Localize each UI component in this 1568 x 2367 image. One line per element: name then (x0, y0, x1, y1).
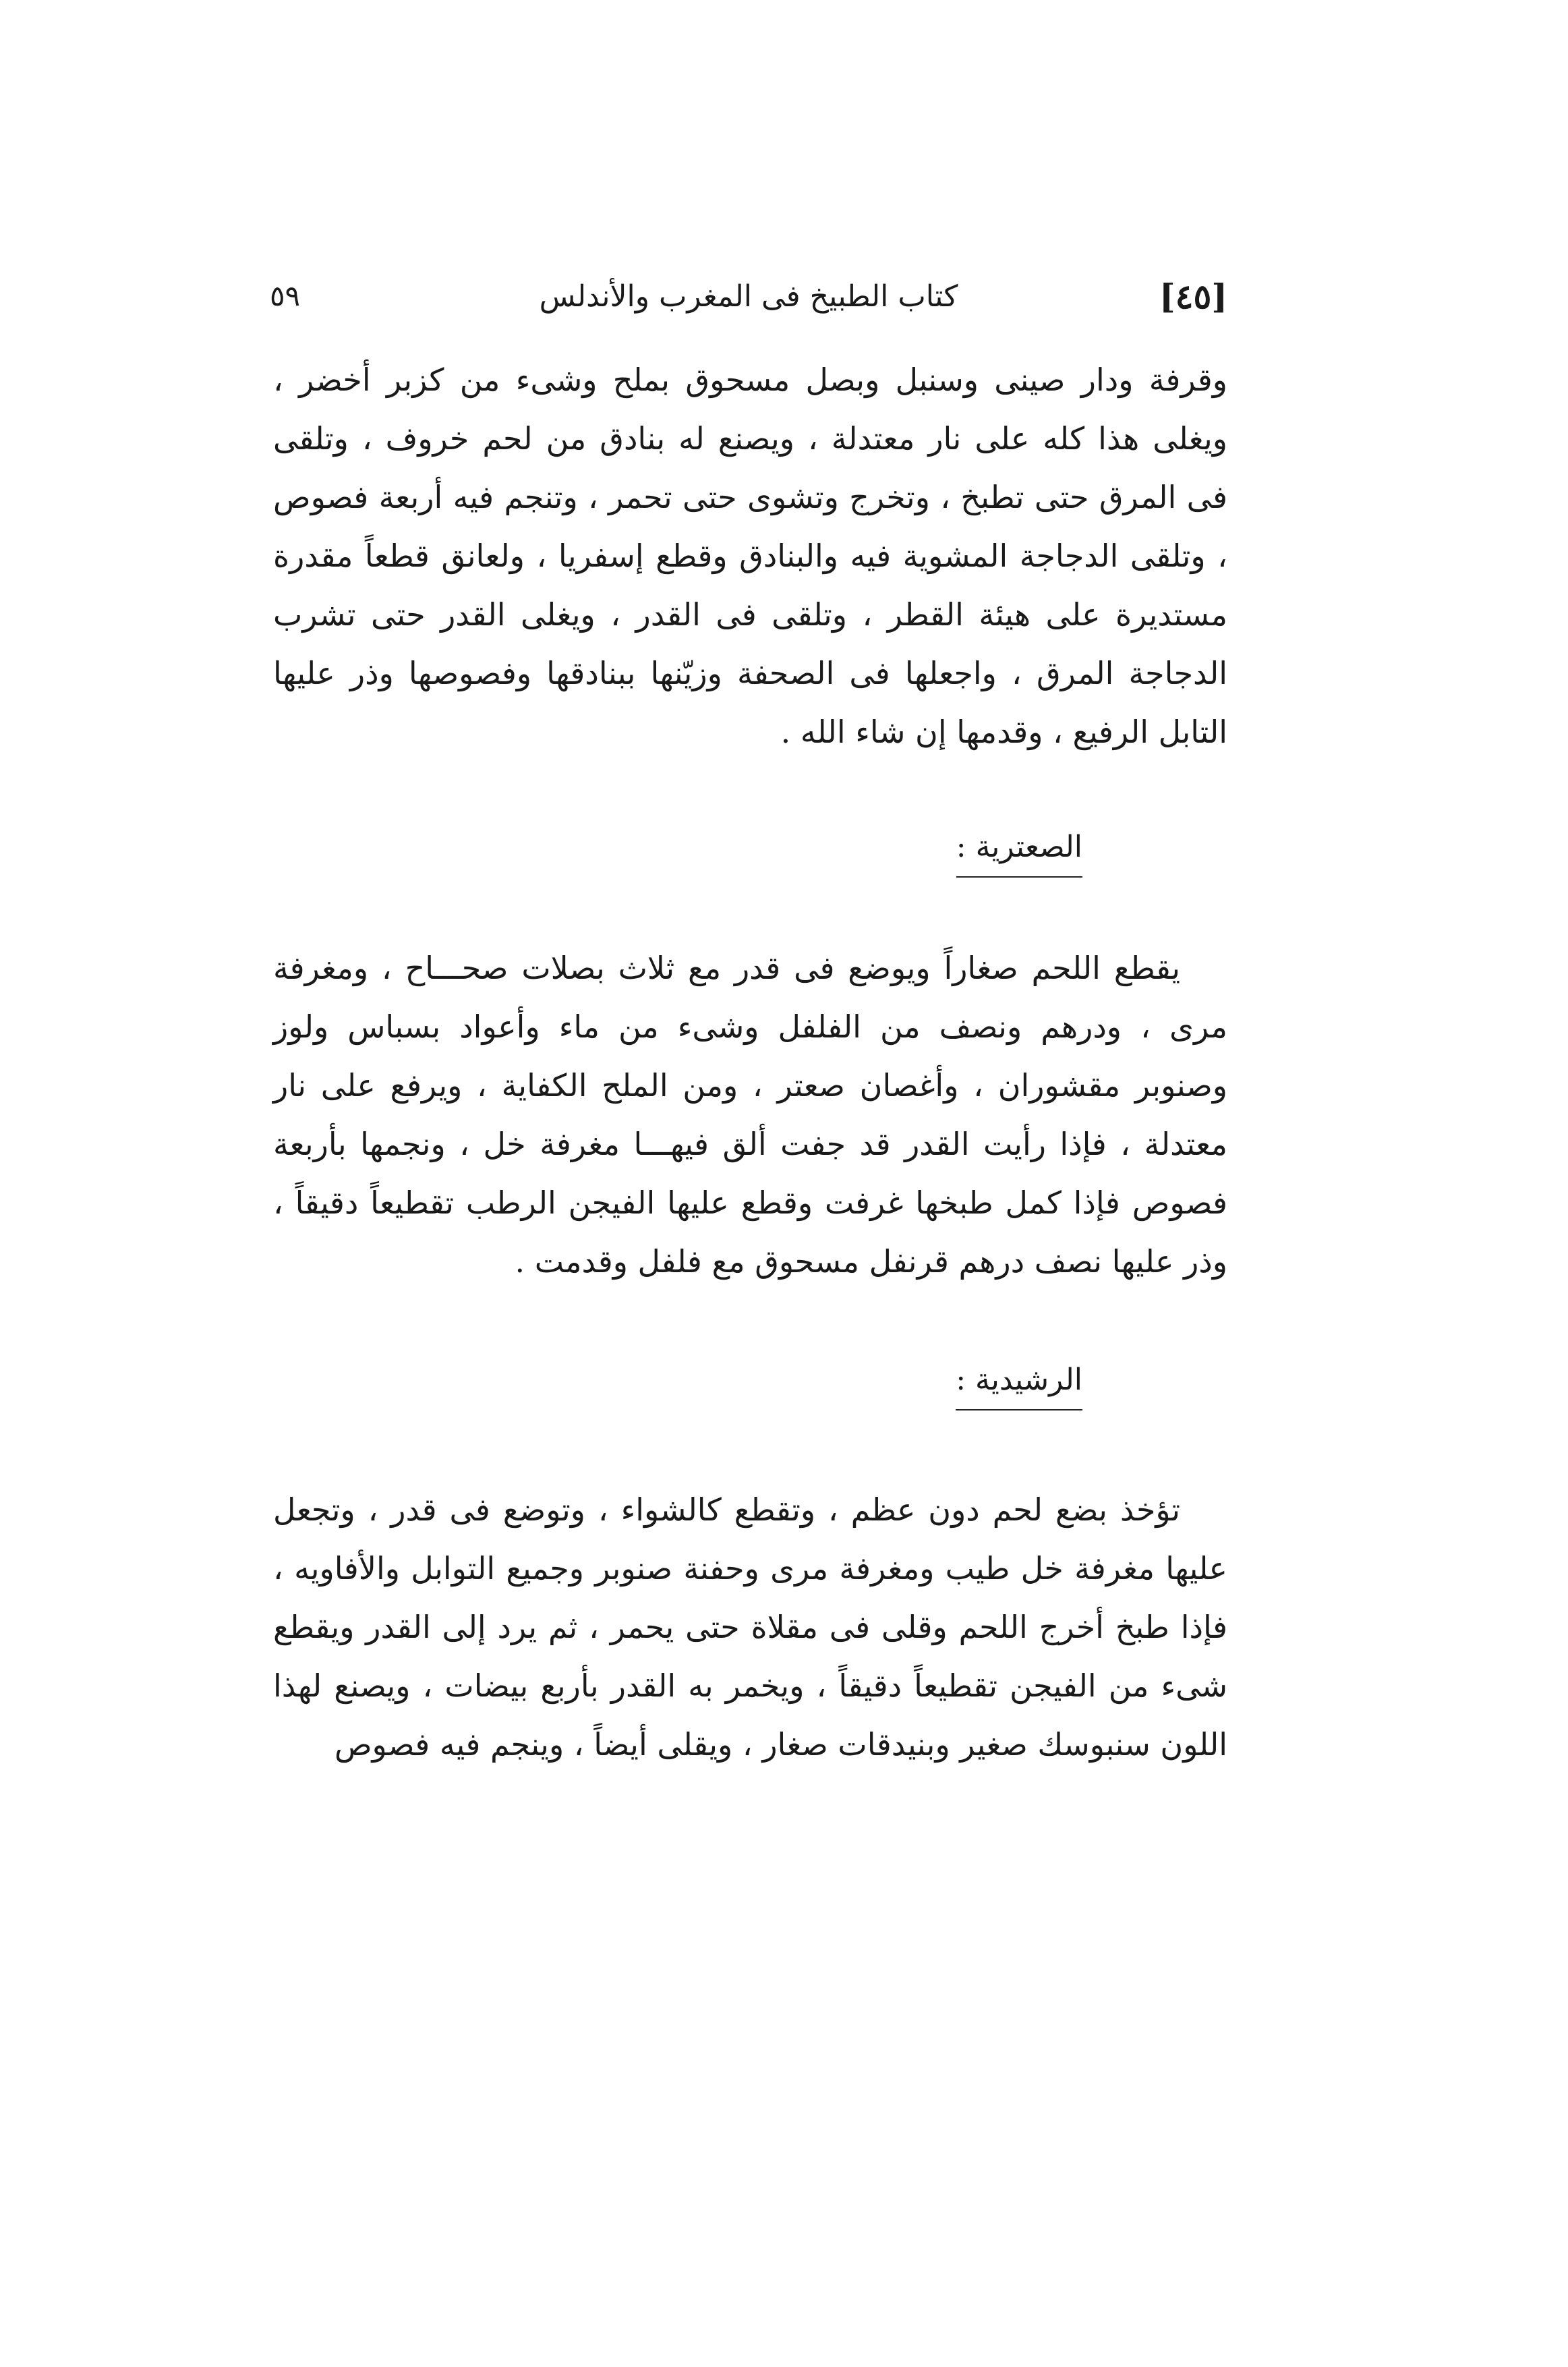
page-number: ٥٩ (270, 279, 301, 312)
intro-paragraph: وقرفة ودار صينى وسنبل وبصل مسحوق بملح وشىء من كزبر أخضر ، ويغلى هذا كله على نار معتدلة ، ويصنع له بنادق من لحم خروف ، وتلقى فى المرق حتى تطبخ ، وتخرج وتشوى حتى تحمر ، وتنجم فيه أربعة فصوص ، وتلقى الدجاجة المشوية فيه والبنادق وقطع إسفريا ، ولعانق قطعاً مقدرة مستديرة على هيئة القطر ، وتلقى فى القدر ، ويغلى القدر حتى تشرب الدجاجة المرق ، واجعلها فى الصحفة وزيّنها ببنادقها وفصوصها وذر عليها التابل الرفيع ، وقدمها إن شاء الله . (273, 362, 1227, 750)
running-header (270, 277, 1227, 331)
recipe-heading-rashidiya: الرشيدية : (956, 1363, 1082, 1410)
recipe-paragraph-saatariya: يقطع اللحم صغاراً ويوضع فى قدر مع ثلاث بصلات صحـــاح ، ومغرفة مرى ، ودرهم ونصف من الفلفل وشىء من ماء وأعواد بسباس ولوز وصنوبر مقشوران ، وأغصان صعتر ، ومن الملح الكفاية ، ويرفع على نار معتدلة ، فإذا رأيت القدر قد جفت ألق فيهـــا مغرفة خل ، ونجمها بأربعة فصوص فإذا كمل طبخها غرفت وقطع عليها الفيجن الرطب تقطيعاً دقيقاً ، وذر عليها نصف درهم قرنفل مسحوق مع فلفل وقدمت . (273, 950, 1227, 1280)
running-title: كتاب الطبيخ فى المغرب والأندلس (539, 279, 958, 314)
recipe-paragraph-rashidiya: تؤخذ بضع لحم دون عظم ، وتقطع كالشواء ، وتوضع فى قدر ، وتجعل عليها مغرفة خل طيب ومغرفة مرى وحفنة صنوبر وجميع التوابل والأفاويه ، فإذا طبخ أخرج اللحم وقلى فى مقلاة حتى يحمر ، ثم يرد إلى القدر ويقطع شىء من الفيجن تقطيعاً دقيقاً ، ويخمر به القدر بأربع بيضات ، ويصنع لهذا اللون سنبوسك صغير وبنيدقات صغار ، ويقلى أيضاً ، وينجم فيه فصوص (273, 1491, 1227, 1763)
recipe-heading-saatariya: الصعترية : (956, 830, 1082, 878)
section-number: [٤٥] (1159, 277, 1227, 316)
